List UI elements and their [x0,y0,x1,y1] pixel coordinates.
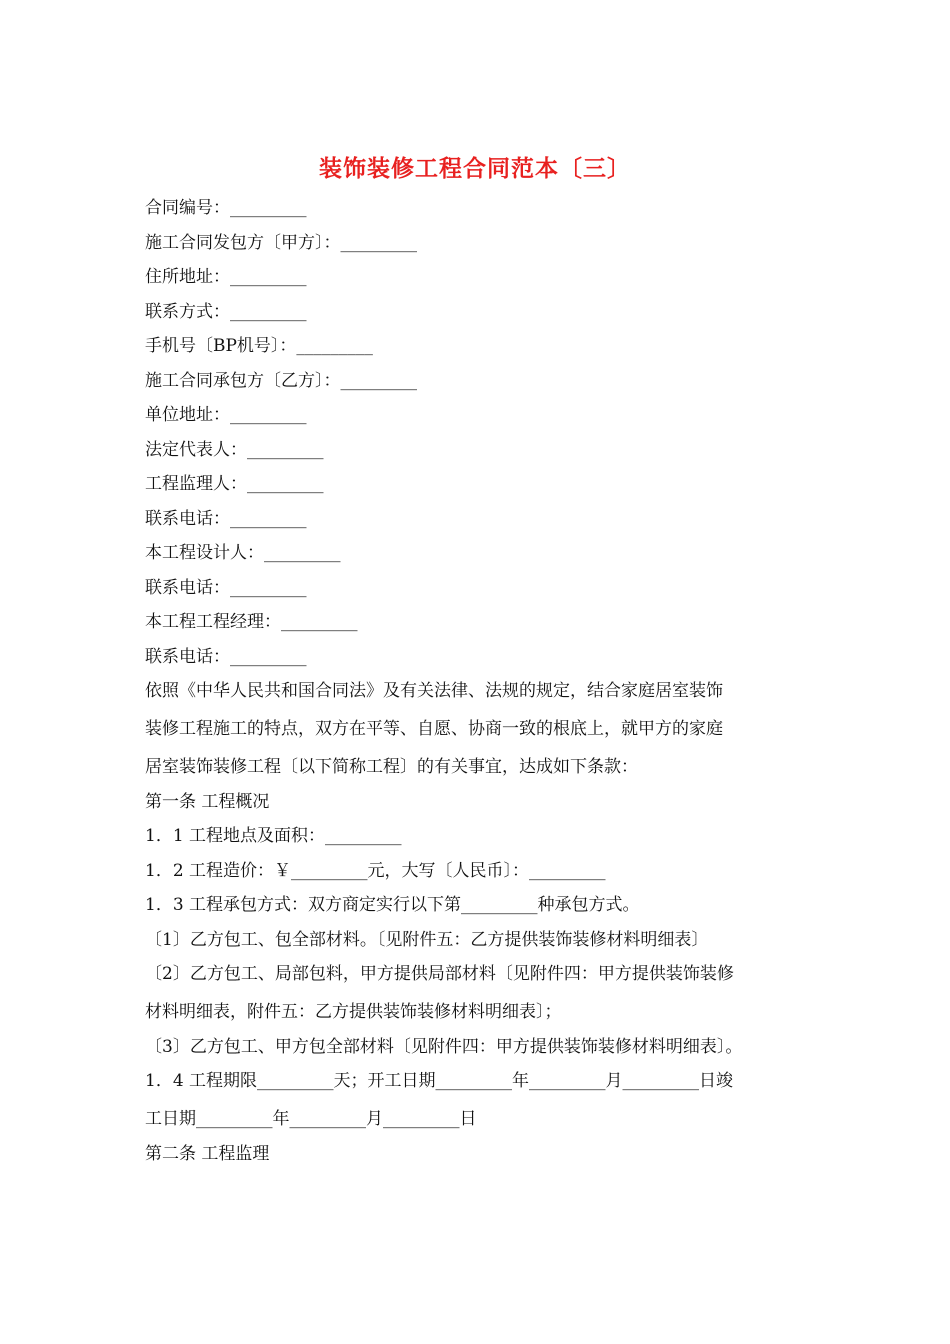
legal-representative-line: 法定代表人：_________ [145,439,324,460]
clause-1-4-line-2: 工日期_________年_________月_________日 [145,1109,477,1129]
option-2-line-1: 〔2〕乙方包工、局部包料，甲方提供局部材料〔见附件四：甲方提供装饰装修 [145,964,734,984]
party-b-line: 施工合同承包方〔乙方〕：_________ [145,370,417,391]
preamble-line-3: 居室装饰装修工程〔以下简称工程〕的有关事宜，达成如下条款： [145,757,638,777]
party-a-address-line: 住所地址：_________ [145,267,307,287]
designer-phone-line: 联系电话：_________ [145,577,307,598]
option-3: 〔3〕乙方包工、甲方包全部材料〔见附件四：甲方提供装饰装修材料明细表〕。 [145,1036,743,1057]
designer-line: 本工程设计人：_________ [145,543,341,563]
option-1: 〔1〕乙方包工、包全部材料。〔见附件五：乙方提供装饰装修材料明细表〕 [145,929,709,950]
article-1-heading: 第一条 工程概况 [145,791,270,812]
project-manager-phone-line: 联系电话：_________ [145,646,307,667]
clause-1-3: 1．3 工程承包方式：双方商定实行以下第_________种承包方式。 [145,895,640,915]
party-a-line: 施工合同发包方〔甲方〕：_________ [145,232,417,253]
preamble-line-2: 装修工程施工的特点，双方在平等、自愿、协商一致的根底上，就甲方的家庭 [145,719,723,739]
option-2-line-2: 材料明细表，附件五：乙方提供装饰装修材料明细表〕； [145,1002,562,1022]
document-body [145,196,845,1176]
clause-1-1: 1．1 工程地点及面积：_________ [145,826,402,846]
party-a-contact-line: 联系方式：_________ [145,301,307,322]
party-b-address-line: 单位地址：_________ [145,405,307,425]
party-a-mobile-line: 手机号〔BP机号〕：_________ [145,336,373,356]
contract-number-line: 合同编号：_________ [145,198,307,218]
clause-1-4-line-1: 1．4 工程期限_________天；开工日期_________年_________月_________日竣 [145,1071,734,1091]
supervisor-line: 工程监理人：_________ [145,474,324,494]
clause-1-2: 1．2 工程造价：￥_________元，大写〔人民币〕：_________ [145,860,606,881]
preamble-line-1: 依照《中华人民共和国合同法》及有关法律、法规的规定，结合家庭居室装饰 [145,681,723,701]
article-2-heading: 第二条 工程监理 [145,1143,270,1164]
supervisor-phone-line: 联系电话：_________ [145,508,307,529]
project-manager-line: 本工程工程经理：_________ [145,612,358,632]
document-title: 装饰装修工程合同范本〔三〕 [319,155,631,182]
